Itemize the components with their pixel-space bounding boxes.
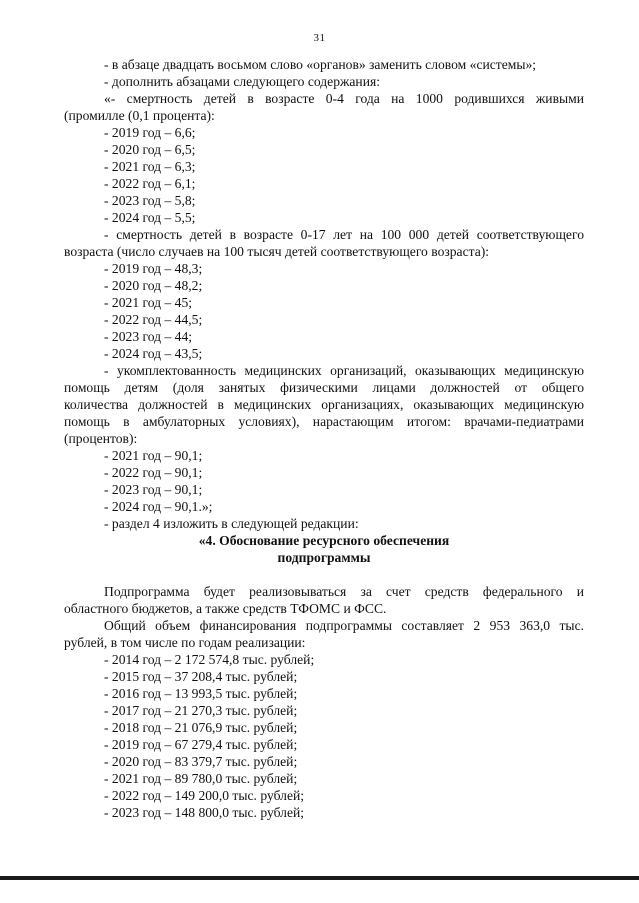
list-item: - 2022 год – 149 200,0 тыс. рублей; [104, 788, 305, 803]
list-item: - 2024 год – 90,1.»; [104, 499, 213, 514]
text-line: Общий объем финансирования подпрограммы составляет 2 953 363,0 тыс. [104, 618, 584, 633]
page-number: 31 [313, 32, 326, 44]
list-item: - 2024 год – 43,5; [104, 346, 203, 361]
list-item: - 2022 год – 6,1; [104, 176, 196, 191]
list-item: - 2020 год – 83 379,7 тыс. рублей; [104, 754, 298, 769]
list-item: - 2021 год – 89 780,0 тыс. рублей; [104, 771, 298, 786]
list-item: - 2016 год – 13 993,5 тыс. рублей; [104, 686, 298, 701]
list-item: - 2021 год – 45; [104, 295, 193, 310]
list-item: - 2023 год – 44; [104, 329, 193, 344]
text-line: - укомплектованность медицинских организаций, оказывающих медицинскую [104, 363, 584, 378]
spacer [64, 566, 584, 583]
text-line: (процентов): [64, 431, 138, 446]
list-item: - 2018 год – 21 076,9 тыс. рублей; [104, 720, 298, 735]
text-line: помощь детям (доля занятых физическими лицами должностей от общего [64, 380, 584, 395]
list-item: - 2019 год – 67 279,4 тыс. рублей; [104, 737, 298, 752]
list-item: - 2019 год – 48,3; [104, 261, 203, 276]
bottom-border-line [0, 876, 639, 880]
list-item: - 2021 год – 90,1; [104, 448, 203, 463]
text-line: (промилле (0,1 процента): [64, 108, 215, 123]
list-item: - 2020 год – 6,5; [104, 142, 196, 157]
text-line: - смертность детей в возрасте 0-17 лет на 100 000 детей соответствующего [104, 227, 584, 242]
list-item: - 2023 год – 5,8; [104, 193, 196, 208]
text-line: Подпрограмма будет реализовываться за счет средств федерального и [104, 584, 584, 599]
text-line: количества должностей в медицинских организациях, оказывающих медицинскую [64, 397, 584, 412]
text-line: помощь в амбулаторных условиях), нарастающим итогом: врачами-педиатрами [64, 414, 584, 429]
list-item: - 2019 год – 6,6; [104, 125, 196, 140]
list-item: - 2022 год – 44,5; [104, 312, 203, 327]
list-item: - 2021 год – 6,3; [104, 159, 196, 174]
list-item: - 2023 год – 148 800,0 тыс. рублей; [104, 805, 305, 820]
section-heading: подпрограммы [277, 550, 371, 565]
list-item: - 2014 год – 2 172 574,8 тыс. рублей; [104, 652, 315, 667]
text-line: рублей, в том числе по годам реализации: [64, 635, 306, 650]
text-line: - раздел 4 изложить в следующей редакции: [104, 516, 359, 531]
list-item: - 2024 год – 5,5; [104, 210, 196, 225]
text-line: «- смертность детей в возрасте 0-4 года на 1000 родившихся живыми [104, 91, 584, 106]
document-body [64, 56, 584, 821]
list-item: - 2022 год – 90,1; [104, 465, 203, 480]
list-item: - 2015 год – 37 208,4 тыс. рублей; [104, 669, 298, 684]
text-line: - дополнить абзацами следующего содержания: [104, 74, 381, 89]
list-item: - 2023 год – 90,1; [104, 482, 203, 497]
text-line: областного бюджетов, а также средств ТФОМС и ФСС. [64, 601, 387, 616]
section-heading: «4. Обоснование ресурсного обеспечения [198, 533, 450, 548]
text-line: возраста (число случаев на 100 тысяч детей соответствующего возраста): [64, 244, 490, 259]
list-item: - 2017 год – 21 270,3 тыс. рублей; [104, 703, 298, 718]
text-line: - в абзаце двадцать восьмом слово «органов» заменить словом «системы»; [104, 57, 537, 72]
list-item: - 2020 год – 48,2; [104, 278, 203, 293]
